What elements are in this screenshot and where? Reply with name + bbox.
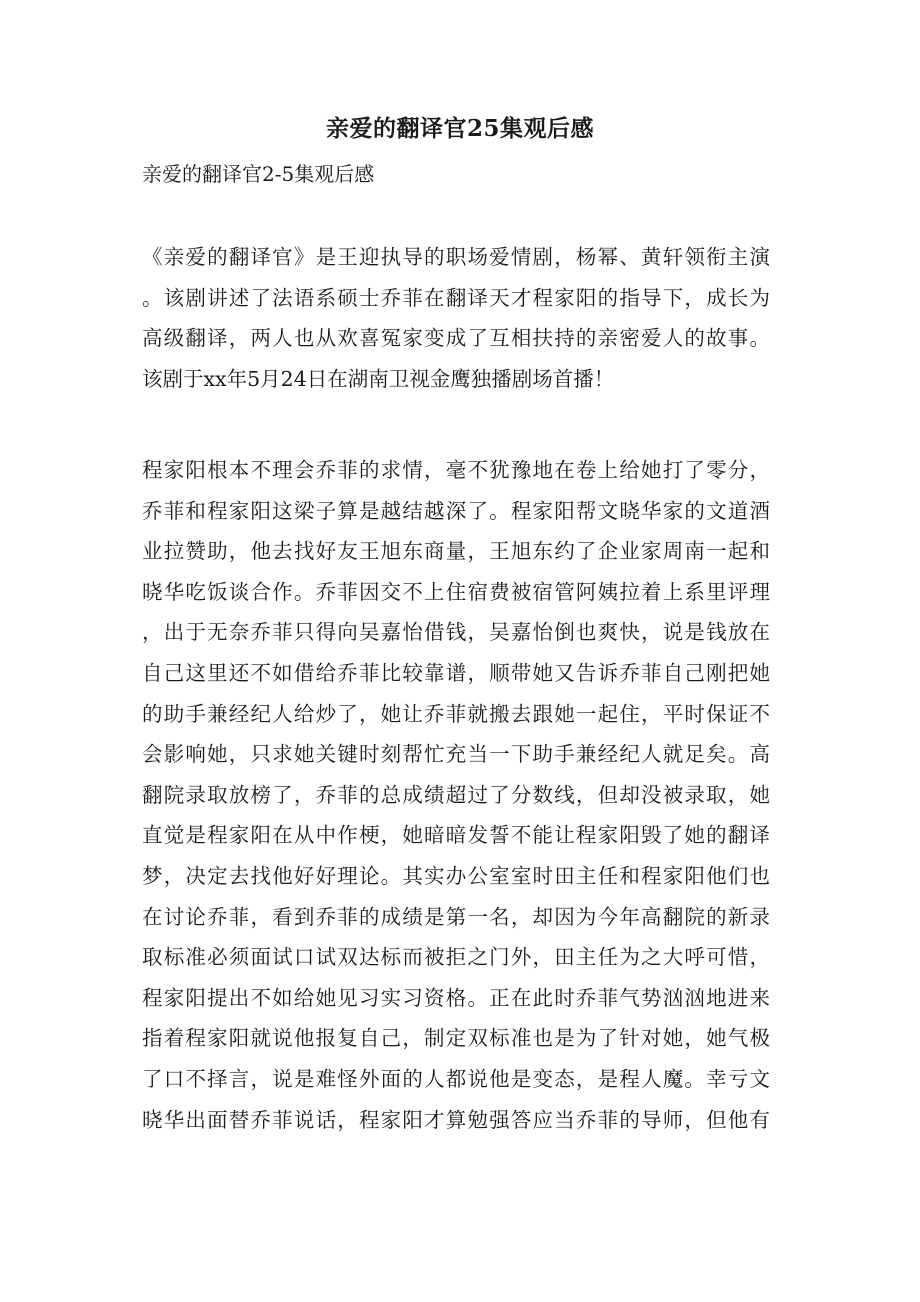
paragraph-line: 取标准必须面试口试双达标而被拒之门外，田主任为之大呼可惜， [142,945,770,970]
paragraph-line: ，出于无奈乔菲只得向吴嘉怡借钱，吴嘉怡倒也爽快，说是钱放在 [142,620,770,645]
paragraph-line: 指着程家阳就说他报复自己，制定双标准也是为了针对她，她气极 [142,1026,770,1051]
paragraph-line: 程家阳提出不如给她见习实习资格。正在此时乔菲气势汹汹地进来 [142,985,770,1010]
paragraph-line: 直觉是程家阳在从中作梗，她暗暗发誓不能让程家阳毁了她的翻译 [142,823,770,848]
paragraph-line: 在讨论乔菲，看到乔菲的成绩是第一名，却因为今年高翻院的新录 [142,904,770,929]
paragraph-intro [142,237,782,399]
paragraph-line: 梦，决定去找他好好理论。其实办公室室时田主任和程家阳他们也 [142,863,770,888]
paragraph-line: 该剧于xx年5月24日在湖南卫视金鹰独播剧场首播！ [142,366,615,391]
document-title: 亲爱的翻译官25集观后感 [325,115,594,142]
document-subtitle: 亲爱的翻译官2-5集观后感 [142,162,375,186]
paragraph-line: 。该剧讲述了法语系硕士乔菲在翻译天才程家阳的指导下，成长为 [142,285,770,310]
paragraph-line: 业拉赞助，他去找好友王旭东商量，王旭东约了企业家周南一起和 [142,539,770,564]
paragraph-line: 翻院录取放榜了，乔菲的总成绩超过了分数线，但却没被录取，她 [142,782,770,807]
paragraph-line: 晓华出面替乔菲说话，程家阳才算勉强答应当乔菲的导师，但他有 [142,1107,770,1132]
paragraph-line: 的助手兼经纪人给炒了，她让乔菲就搬去跟她一起住，平时保证不 [142,701,770,726]
paragraph-plot [142,450,782,1140]
paragraph-line: 晓华吃饭谈合作。乔菲因交不上住宿费被宿管阿姨拉着上系里评理 [142,579,770,604]
paragraph-line: 高级翻译，两人也从欢喜冤家变成了互相扶持的亲密爱人的故事。 [142,326,770,351]
paragraph-line: 自己这里还不如借给乔菲比较靠谱，顺带她又告诉乔菲自己刚把她 [142,660,770,685]
paragraph-line: 程家阳根本不理会乔菲的求情，毫不犹豫地在卷上给她打了零分， [142,458,770,482]
paragraph-line: 《亲爱的翻译官》是王迎执导的职场爱情剧，杨幂、黄轩领衔主演 [142,245,770,269]
paragraph-line: 乔菲和程家阳这梁子算是越结越深了。程家阳帮文晓华家的文道酒 [142,498,770,523]
paragraph-line: 会影响她，只求她关键时刻帮忙充当一下助手兼经纪人就足矣。高 [142,742,770,767]
paragraph-line: 了口不择言，说是难怪外面的人都说他是变态，是程人魔。幸亏文 [142,1066,770,1091]
